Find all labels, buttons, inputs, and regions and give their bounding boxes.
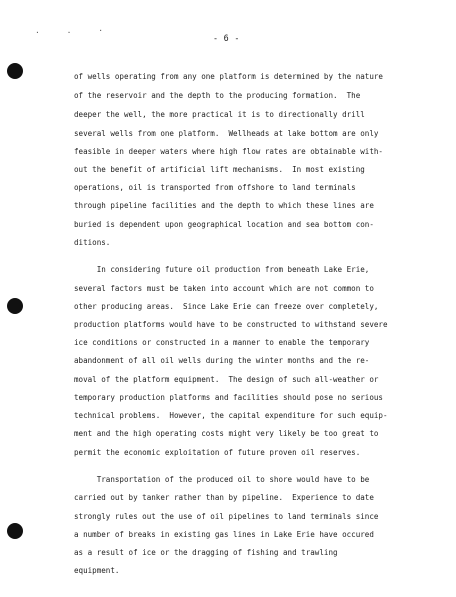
- text-line: a number of breaks in existing gas lines in Lake Erie have occured: [74, 530, 374, 539]
- text-line: abandonment of all oil wells during the winter months and the re-: [74, 356, 370, 365]
- text-line: ment and the high operating costs might very likely be too great to: [74, 429, 379, 438]
- text-line: out the benefit of artificial lift mechanisms. In most existing: [74, 165, 365, 174]
- binder-hole: [7, 523, 23, 539]
- text-line: several wells from one platform. Wellheads at lake bottom are only: [74, 129, 379, 138]
- text-line: temporary production platforms and facilities should pose no serious: [74, 393, 383, 402]
- text-line: operations, oil is transported from offshore to land terminals: [74, 183, 356, 192]
- text-line: In considering future oil production from beneath Lake Erie,: [74, 265, 370, 274]
- text-line: Transportation of the produced oil to shore would have to be: [74, 475, 370, 484]
- text-line: as a result of ice or the dragging of fishing and trawling: [74, 548, 338, 557]
- page-number: - 6 -: [213, 33, 240, 43]
- scan-specks: . . ·: [35, 26, 115, 35]
- text-line: moval of the platform equipment. The design of such all-weather or: [74, 375, 379, 384]
- text-line: of the reservoir and the depth to the producing formation. The: [74, 91, 361, 100]
- text-line: feasible in deeper waters where high flow rates are obtainable with-: [74, 147, 383, 156]
- text-line: buried is dependent upon geographical location and sea bottom con-: [74, 220, 374, 229]
- text-line: equipment.: [74, 566, 120, 575]
- text-line: carried out by tanker rather than by pipeline. Experience to date: [74, 493, 374, 502]
- text-line: strongly rules out the use of oil pipelines to land terminals since: [74, 512, 379, 521]
- text-line: deeper the well, the more practical it is to directionally drill: [74, 110, 365, 119]
- text-line: ice conditions or constructed in a manner to enable the temporary: [74, 338, 370, 347]
- text-line: through pipeline facilities and the depth to which these lines are: [74, 201, 374, 210]
- text-line: other producing areas. Since Lake Erie can freeze over completely,: [74, 302, 379, 311]
- text-line: of wells operating from any one platform is determined by the nature: [74, 72, 383, 81]
- text-line: technical problems. However, the capital expenditure for such equip-: [74, 411, 388, 420]
- text-line: production platforms would have to be constructed to withstand severe: [74, 320, 388, 329]
- text-line: several factors must be taken into account which are not common to: [74, 284, 374, 293]
- text-line: permit the economic exploitation of future proven oil reserves.: [74, 448, 361, 457]
- binder-hole: [7, 63, 23, 79]
- binder-hole: [7, 298, 23, 314]
- text-line: ditions.: [74, 238, 111, 247]
